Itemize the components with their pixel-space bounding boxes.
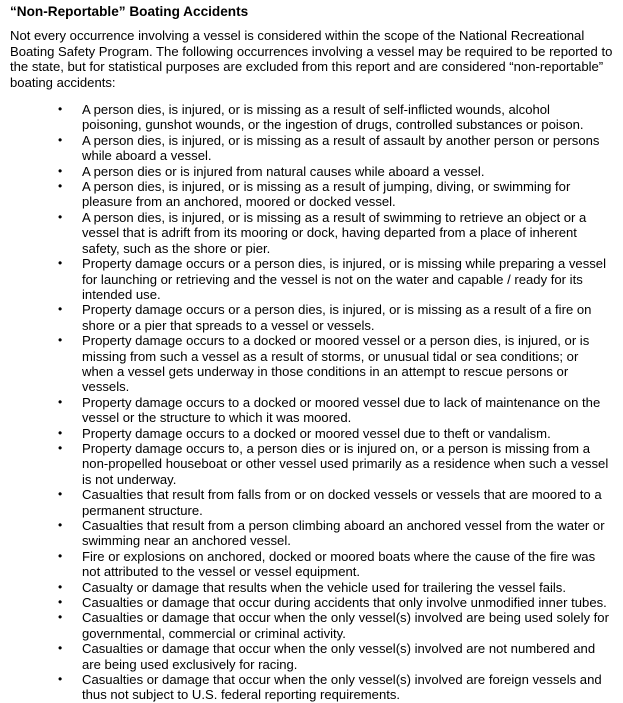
list-item xyxy=(10,672,613,703)
bullet-icon: • xyxy=(58,487,63,502)
list-item xyxy=(10,164,613,179)
list-item xyxy=(10,302,613,333)
bullet-icon: • xyxy=(58,595,63,610)
list-item-text: A person dies, is injured, or is missing as a result of jumping, diving, or swimming for pleasure from an anchored, moored or docked vessel. xyxy=(82,179,571,210)
list-item-text: Property damage occurs or a person dies, is injured, or is missing while preparing a vessel for launching or retrieving and the vessel is not on the water and capable / ready for its intended use. xyxy=(82,256,606,302)
list-item xyxy=(10,518,613,549)
list-item xyxy=(10,133,613,164)
bullet-icon: • xyxy=(58,425,63,440)
bullet-icon: • xyxy=(58,641,63,656)
bullet-icon: • xyxy=(58,394,63,409)
intro-paragraph: Not every occurrence involving a vessel is considered within the scope of the National Recreational Boating Safety Program. The following occurrences involving a vessel may be required to be reported to the state, but for statistical purposes are excluded from this report and are considered “non-reportable” boating accidents: xyxy=(10,28,613,90)
bullet-icon: • xyxy=(58,179,63,194)
list-item xyxy=(10,333,613,395)
bullet-icon: • xyxy=(58,672,63,687)
list-item xyxy=(10,102,613,133)
list-item-text: Casualties or damage that occur when the only vessel(s) involved are being used solely for governmental, commercial or criminal activity. xyxy=(82,610,609,641)
bullet-icon: • xyxy=(58,163,63,178)
list-item xyxy=(10,487,613,518)
bullet-icon: • xyxy=(58,302,63,317)
list-item-text: Property damage occurs to a docked or moored vessel or a person dies, is injured, or is missing from such a vessel as a result of storms, or unusual tidal or sea conditions; or when a vessel gets underway in those conditions in an attempt to rescue persons or vessels. xyxy=(82,333,590,395)
list-item xyxy=(10,426,613,441)
list-item xyxy=(10,610,613,641)
bullet-icon: • xyxy=(58,333,63,348)
bullet-icon: • xyxy=(58,518,63,532)
list-item-text: Property damage occurs to, a person dies or is injured on, or a person is missing from a non-propelled houseboat or other vessel used primarily as a residence when such a vessel is not underway. xyxy=(82,440,609,487)
bullet-icon: • xyxy=(58,440,63,455)
list-item xyxy=(10,395,613,426)
list-item xyxy=(10,595,613,610)
bullet-icon: • xyxy=(58,209,63,224)
document-title: “Non-Reportable” Boating Accidents xyxy=(10,4,249,19)
list-item-text: Casualties that result from a person climbing aboard an anchored vessel from the water or swimming near an anchored vessel. xyxy=(82,518,605,549)
list-item xyxy=(10,210,613,256)
bullet-icon: • xyxy=(58,102,63,117)
list-item-text: Casualties that result from falls from or on docked vessels or vessels that are moored to a permanent structure. xyxy=(82,487,602,518)
list-item-text: Casualties or damage that occur when the only vessel(s) involved are not numbered and are being used exclusively for racing. xyxy=(82,641,596,672)
list-item xyxy=(10,179,613,210)
list-item-text: Fire or explosions on anchored, docked or moored boats where the cause of the fire was not attributed to the vessel or vessel equipment. xyxy=(82,548,596,580)
list-item xyxy=(10,641,613,672)
list-item-text: Casualty or damage that results when the vehicle used for trailering the vessel fails. xyxy=(82,579,566,595)
list-item xyxy=(10,549,613,580)
list-item-text: Casualties or damage that occur during accidents that only involve unmodified inner tubes. xyxy=(82,595,607,611)
bullet-icon: • xyxy=(58,256,63,271)
bullet-icon: • xyxy=(58,132,63,147)
list-item-text: A person dies, is injured, or is missing as a result of assault by another person or persons while aboard a vessel. xyxy=(82,132,600,164)
bullet-icon: • xyxy=(58,579,63,594)
list-item-text: Casualties or damage that occur when the only vessel(s) involved are foreign vessels and thus not subject to U.S. federal reporting requirements. xyxy=(82,672,602,703)
list-item xyxy=(10,580,613,595)
bullet-icon: • xyxy=(58,548,63,563)
exclusion-list xyxy=(10,102,613,703)
list-item-text: A person dies, is injured, or is missing as a result of swimming to retrieve an object or a vessel that is adrift from its mooring or dock, having departed from a place of inherent safety, such as the shore or pier. xyxy=(82,209,587,256)
list-item-text: Property damage occurs to a docked or moored vessel due to lack of maintenance on the vessel or the structure to which it was moored. xyxy=(82,394,601,426)
bullet-icon: • xyxy=(58,610,63,625)
list-item-text: Property damage occurs to a docked or moored vessel due to theft or vandalism. xyxy=(82,425,551,441)
list-item-text: A person dies, is injured, or is missing as a result of self-inflicted wounds, alcohol poisoning, gunshot wounds, or the ingestion of drugs, controlled substances or poison. xyxy=(82,102,584,133)
list-item-text: A person dies or is injured from natural causes while aboard a vessel. xyxy=(82,163,485,179)
list-item xyxy=(10,441,613,487)
list-item-text: Property damage occurs or a person dies, is injured, or is missing as a result of a fire on shore or a pier that spreads to a vessel or vessels. xyxy=(82,302,592,333)
list-item xyxy=(10,256,613,302)
